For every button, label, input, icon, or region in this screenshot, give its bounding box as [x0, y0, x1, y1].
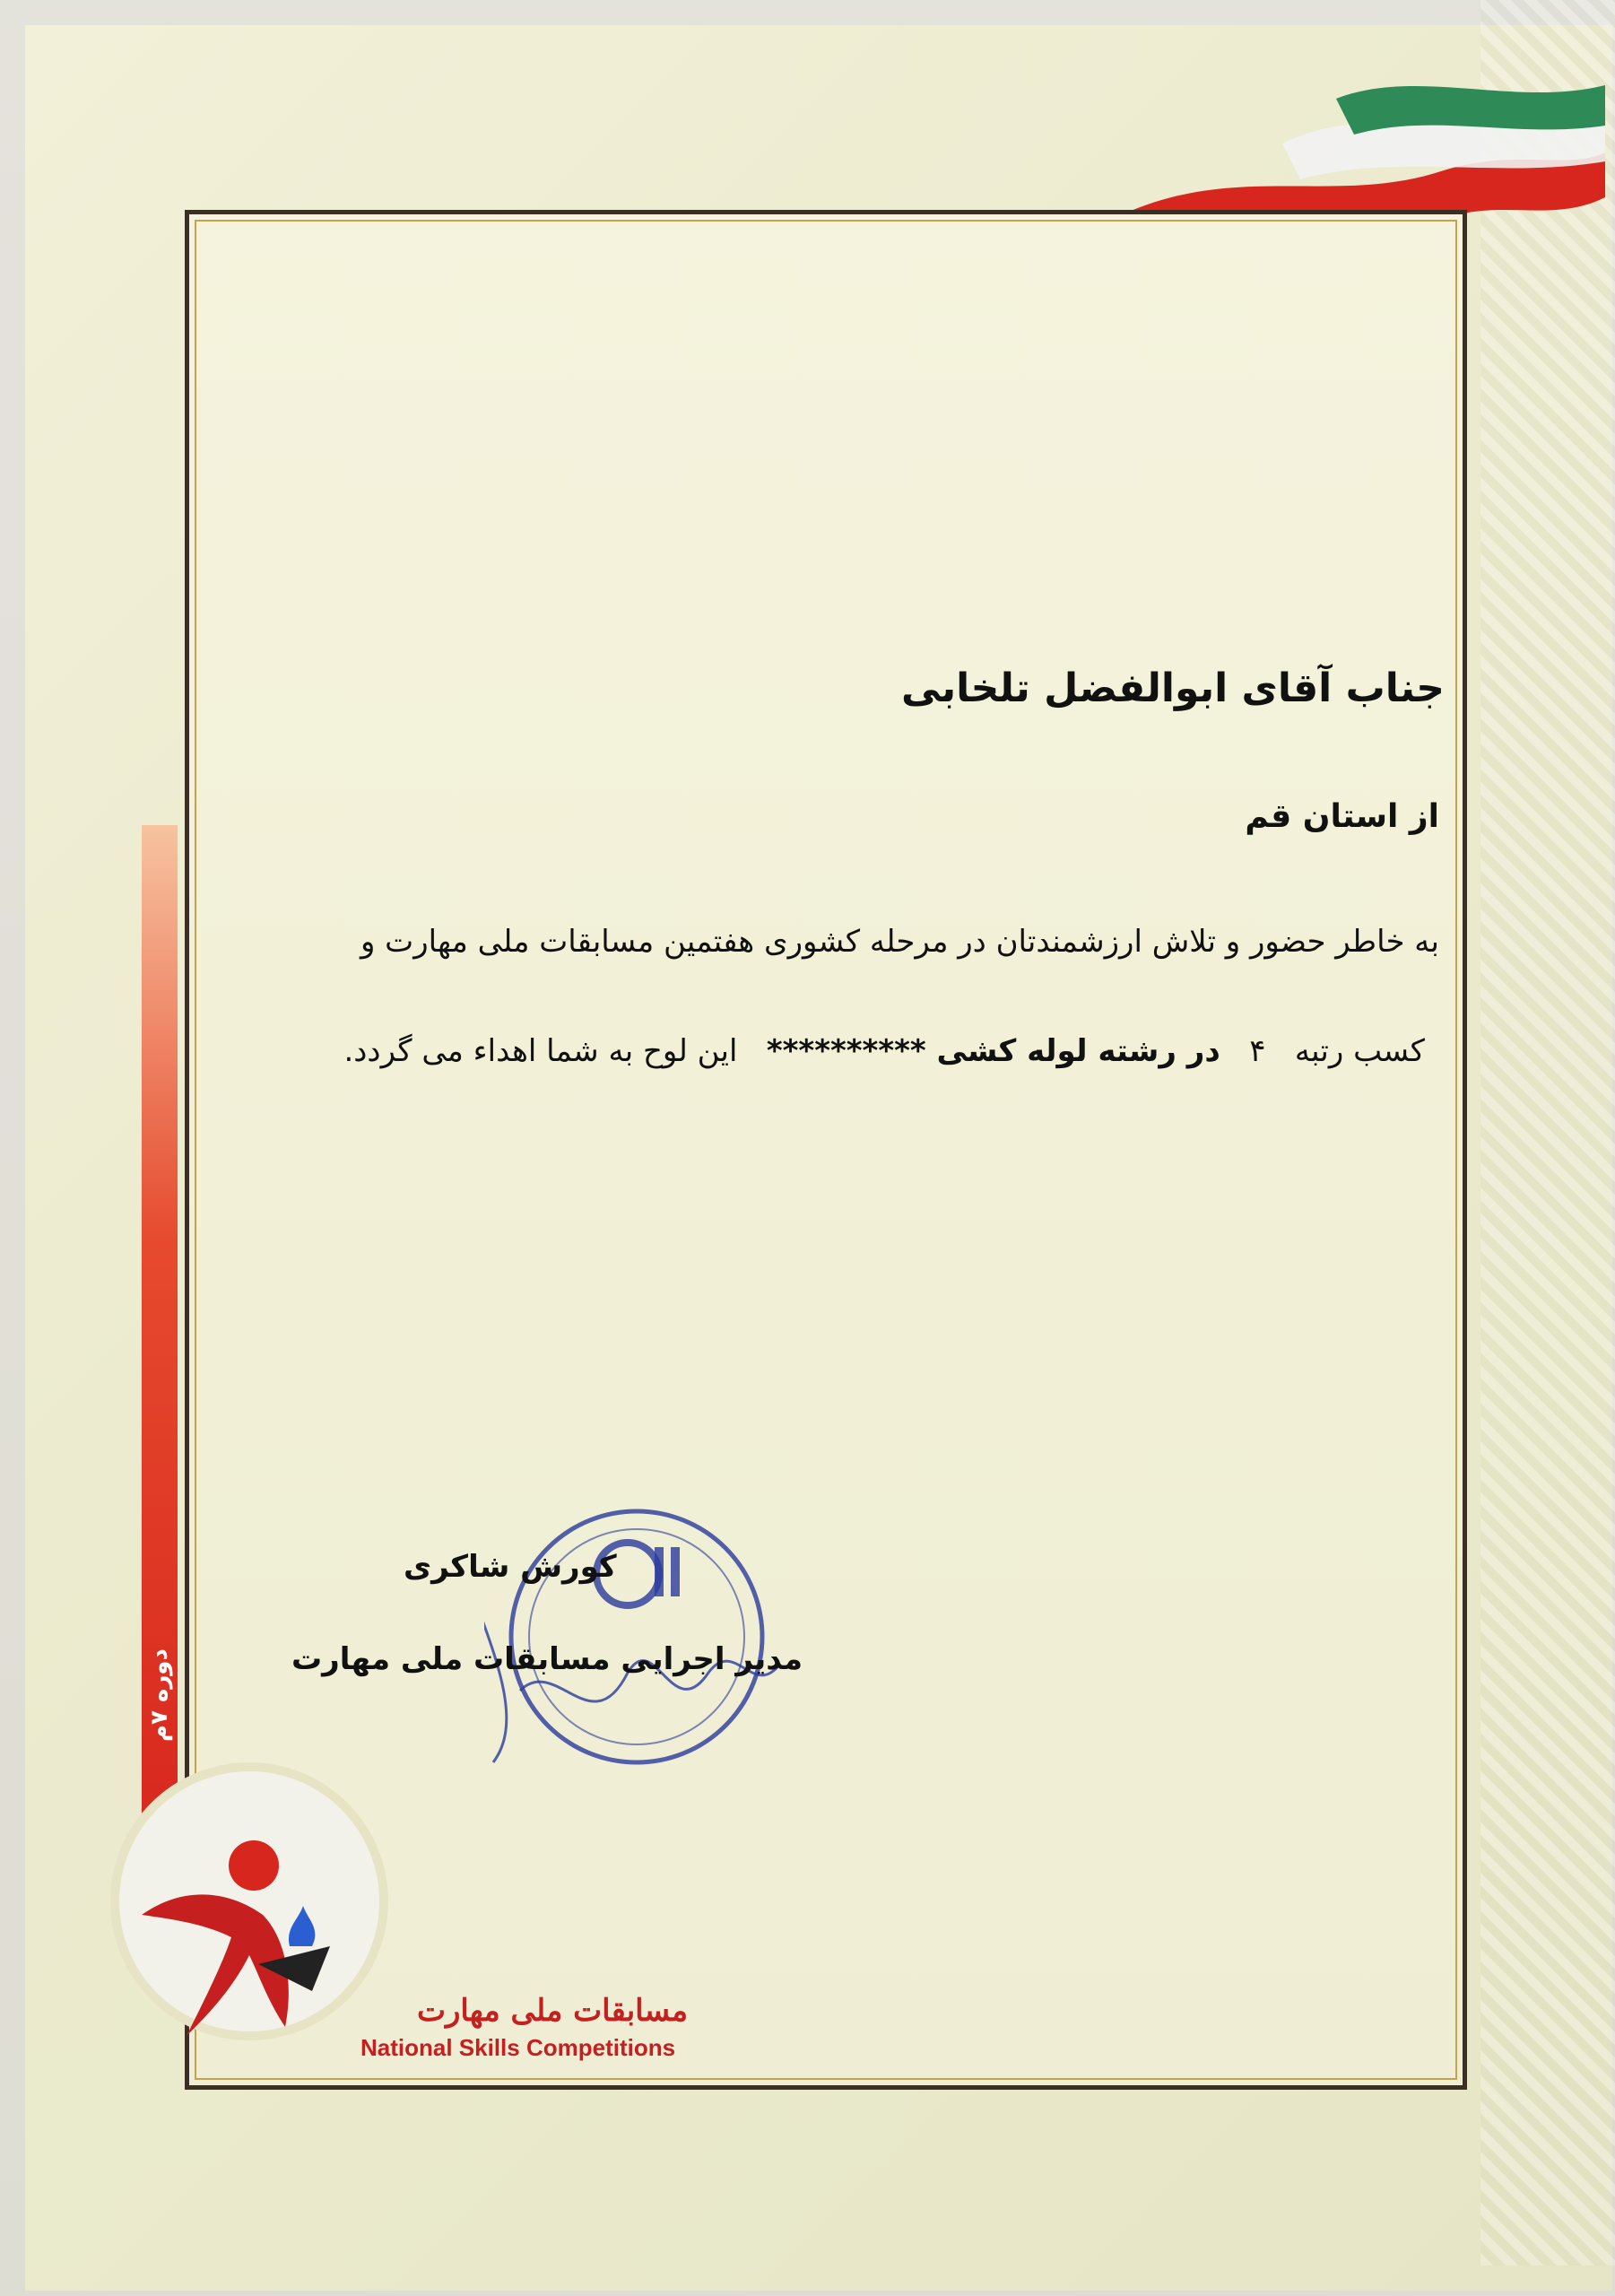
certificate-body-line2: [343, 1033, 1425, 1069]
recipient-name: جناب آقای ابوالفضل تلخابی: [901, 665, 1445, 711]
official-stamp-icon: [484, 1493, 789, 1780]
body-line2-end: این لوح به شما اهداء می گردد.: [343, 1033, 767, 1069]
certificate-body-line1: به خاطر حضور و تلاش ارزشمندتان در مرحله کشوری هفتمین مسابقات ملی مهارت و: [360, 924, 1439, 960]
signer-title: مدیر اجرایی مسابقات ملی مهارت: [291, 1641, 803, 1677]
competition-name-en: National Skills Competitions: [360, 2034, 676, 2061]
recipient-province: از استان قم: [1245, 798, 1439, 835]
signer-name: کورش شاکری: [404, 1549, 617, 1585]
body-line2-field: در رشته لوله کشی **********: [766, 1033, 1220, 1069]
body-line2-start: کسب رتبه ۴: [1220, 1033, 1425, 1069]
competition-name-fa: مسابقات ملی مهارت: [417, 1993, 689, 2029]
side-strip-text: دوره ۷م: [146, 1648, 173, 1742]
decorative-pattern: [1480, 0, 1615, 2266]
